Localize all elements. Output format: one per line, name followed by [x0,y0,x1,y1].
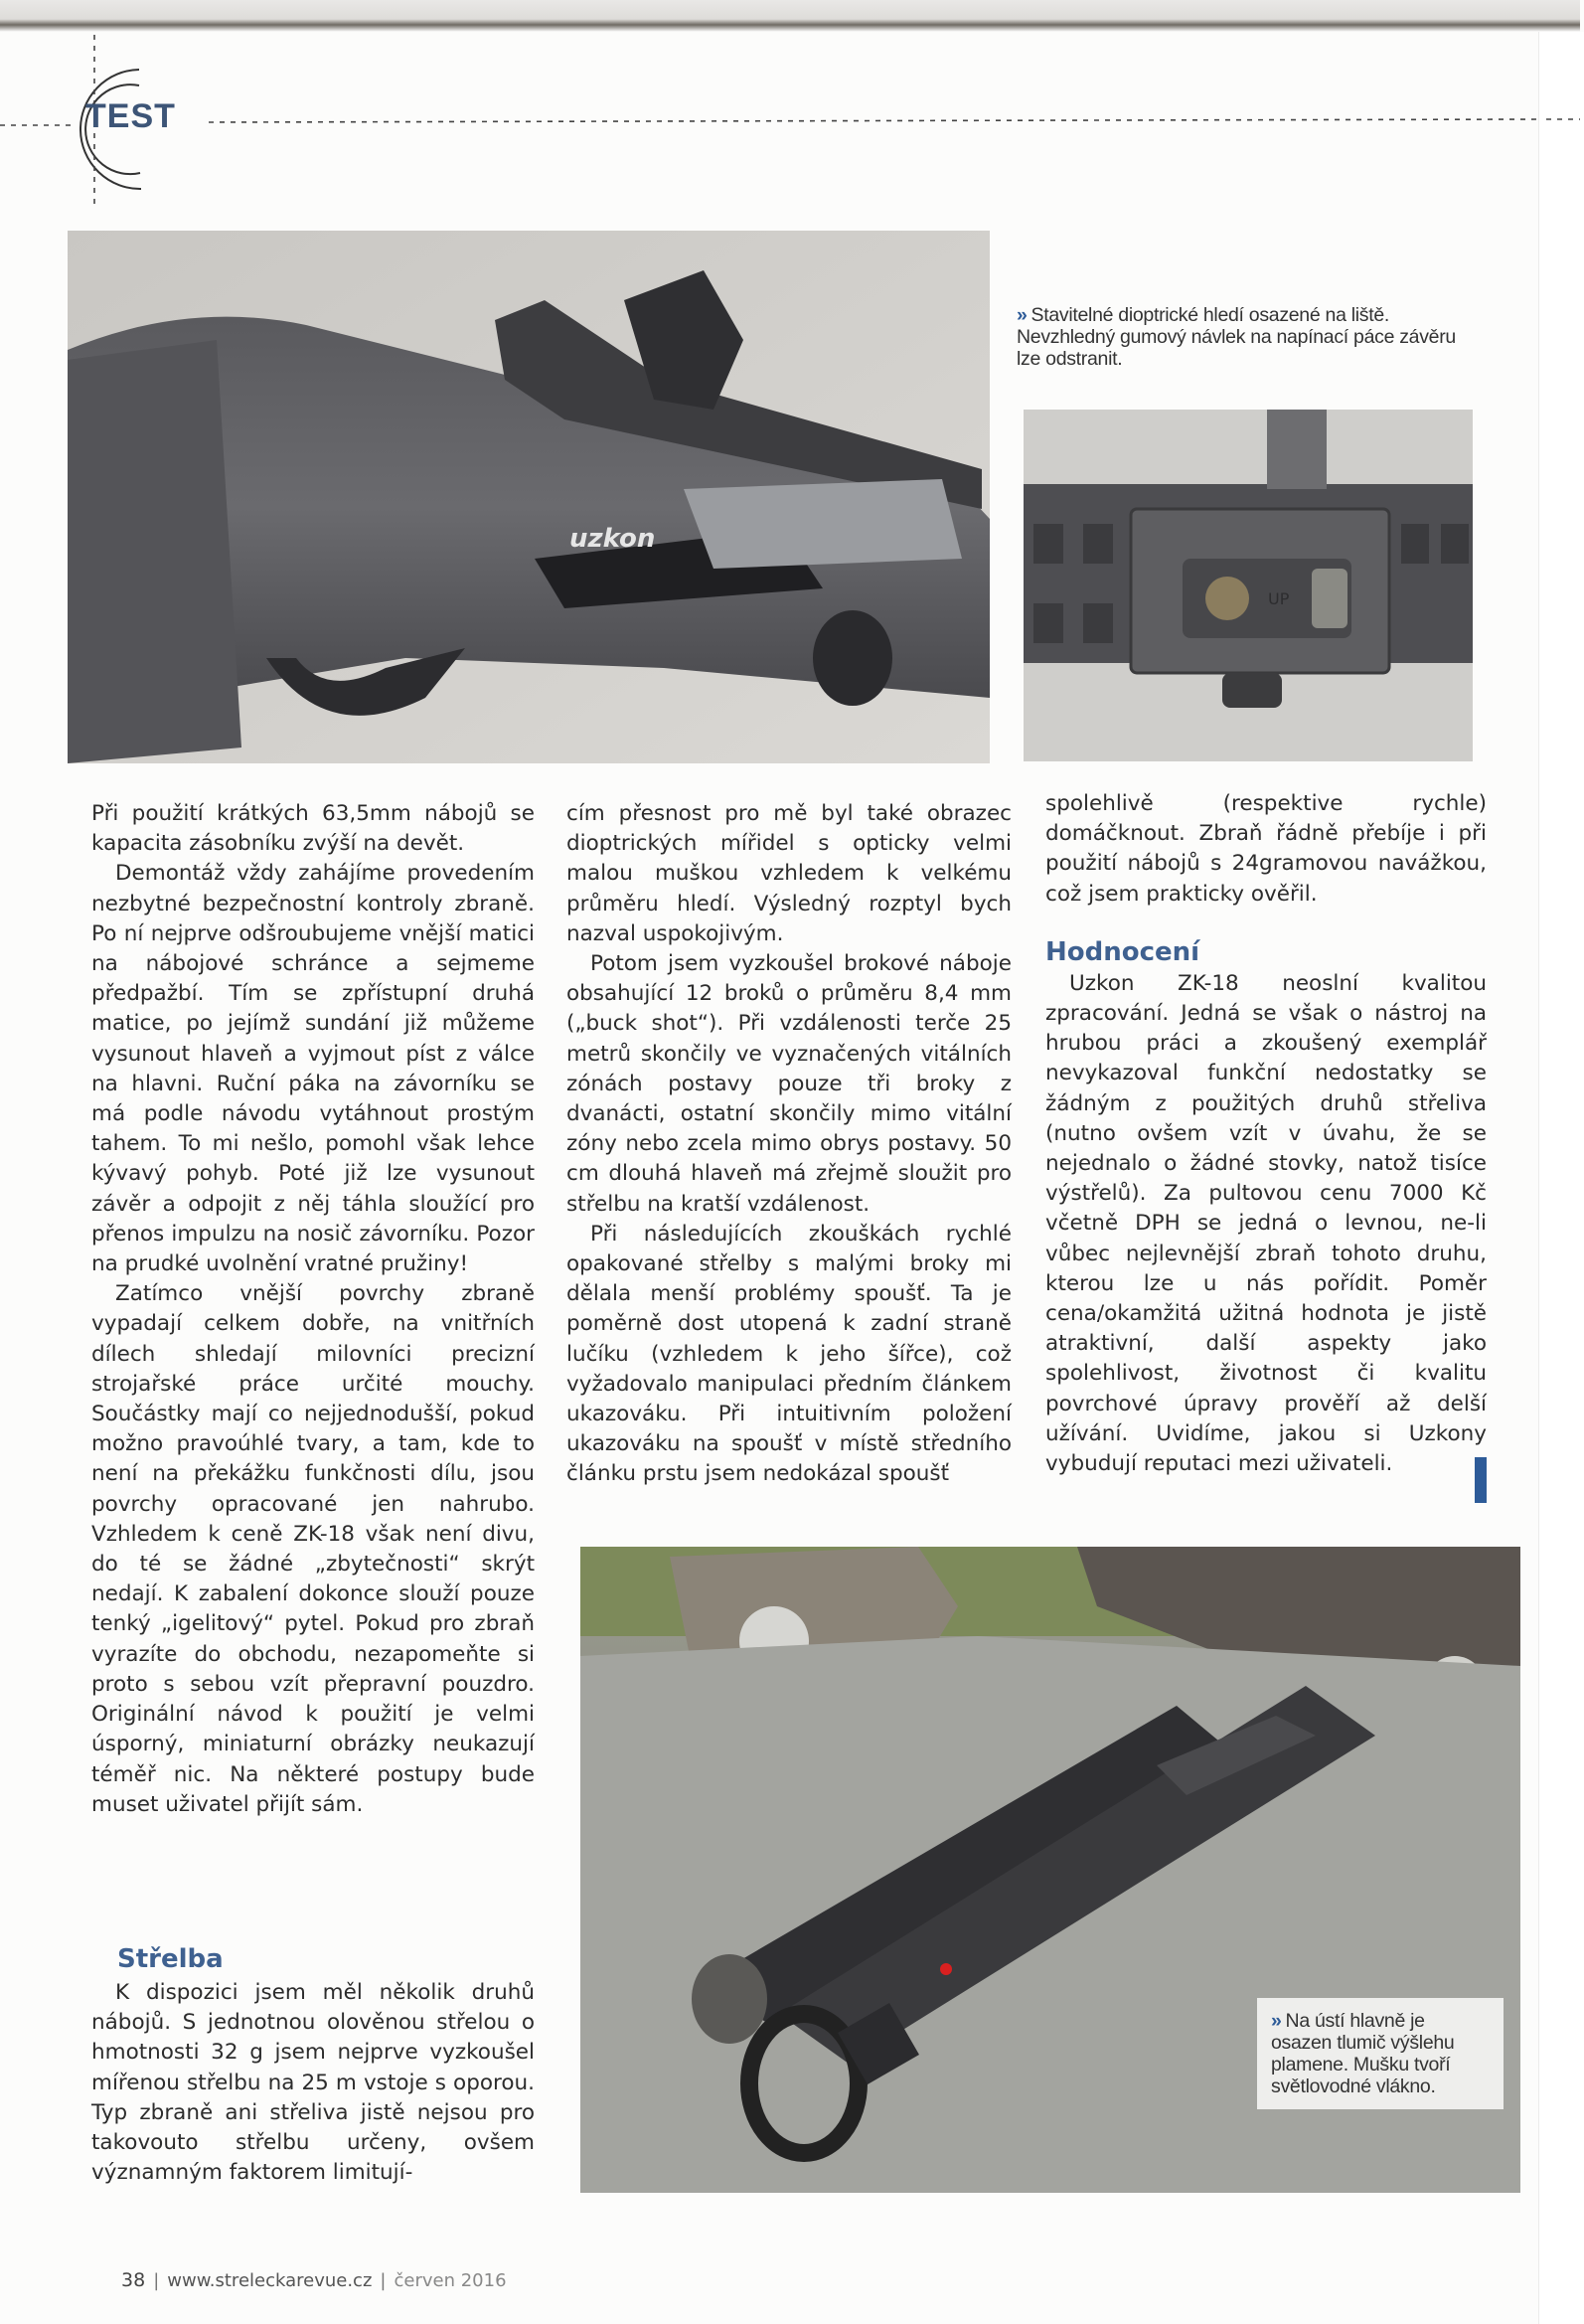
paragraph: Demontáž vždy zahájíme provedením nezbytné bezpečnostní kontroly zbraně. Po ní nejprve odšroubujeme vnější matici na nábojové schránce a sejmeme předpažbí. Tím se zpřístupní druhá matice, po jejímž sundání již můžeme vysunout hlaveň a vyjmout píst z válce na hlavni. Ruční páka na závorníku se má podle návodu vytáhnout prostým tahem. To mi nešlo, pomohl však lehce kývavý pohyb. Poté již lze vysunout závěr a odpojit z něj táhla sloužící pro přenos impulzu na nosič závorníku. Pozor na prudké uvolnění vratné pružiny! [91,861,535,1277]
paragraph: Zatímco vnější povrchy zbraně vypadají celkem dobře, na vnitřních dílech shledají milovníci precizní strojařské práce určité mouchy. Součástky mají co nejjednodušší, pokud možno pravoúhlé tvary, a tam, kde to není na překážku funkčnosti dílu, jsou povrchy opracované jen nahrubo. Vzhledem k ceně ZK-18 však není divu, do té se žádné „zbytečnosti“ skrýt nedají. K zabalení dokonce slouží pouze tenký „igelitový“ pytel. Pokud pro zbraň vyrazíte do obchodu, nezapomeňte si proto s sebou vzít přepravní pouzdro. Originální návod k použití je velmi úsporný, miniaturní obrázky neukazují téměř nic. Na některé postupy bude muset uživatel přijít sám. [91,1281,535,1817]
page-number: 38 [121,2269,146,2291]
paragraph: cím přesnost pro mě byl také obrazec dioptrických mířidel s opticky velmi malou muškou vzhledem k velkému průměru hledí. Výsledný rozptyl bych nazval uspokojivým. [566,801,1012,946]
caption-text: Na ústí hlavně je osazen tlumič výšlehu plamene. Mušku tvoří světlovodné vlákno. [1271,2010,1455,2097]
website-link[interactable]: www.streleckarevue.cz [167,2270,373,2291]
section-heading-strelba: Střelba [117,1944,224,1974]
article-end-mark [1475,1457,1487,1503]
scan-top-edge [0,0,1580,32]
sight-up-mark: UP [1268,589,1290,608]
caption-marker-icon: » [1271,2010,1282,2032]
article-column-1-strelba [91,1978,535,2188]
page-footer [121,2269,507,2291]
scan-right-margin [1538,32,1584,2324]
paragraph: K dispozici jsem měl několik druhů nábojů. S jednotnou olověnou střelou o hmotnosti 32 g jsem nejprve vyzkoušel mířenou střelbu na 25 m vstoje s oporou. Typ zbraně ani střeliva jistě nejsou pro takovouto střelbu určeny, ovšem významným faktorem limitují- [91,1980,535,2186]
section-heading-hodnoceni: Hodnocení [1045,936,1200,967]
footer-separator: | [153,2270,160,2291]
issue-date: červen 2016 [394,2270,507,2291]
brand-logo: uzkon [569,524,656,554]
crosshair-logo-icon [0,30,1584,209]
article-column-3 [1045,789,1487,1479]
paragraph: Potom jsem vyzkoušel brokové náboje obsahující 12 broků o průměru 8,4 mm („buck shot“). Při vzdálenosti terče 25 metrů skončily ve vyznačených vitálních zónách postavy pouze tři broky z dvanácti, ostatní skončily mimo vitální zóny nebo zcela mimo obrys postavy. 50 cm dlouhá hlaveň má zřejmě sloužit pro střelbu na kratší vzdálenost. [566,951,1012,1217]
article-column-1 [91,799,535,1820]
article-column-2 [566,799,1012,1490]
caption-text: Stavitelné dioptrické hledí osazené na liště. Nevzhledný gumový návlek na napínací páce závěru lze odstranit. [1017,304,1456,370]
paragraph: Při použití krátkých 63,5mm nábojů se kapacita zásobníku zvýší na devět. [91,801,535,857]
rear-sight-photo [1024,410,1473,761]
photo-caption-top [1017,304,1484,370]
photo-caption-bottom [1257,1998,1504,2109]
paragraph: Uzkon ZK-18 neoslní kvalitou zpracování. Jedná se však o nástroj na hrubou práci a zkoušený exemplář nevykazoval funkční nedostatky se žádným z použitých druhů střeliva (nutno ovšem vzít v úvahu, že se nejednalo o žádné stovky, natož tisíce výstřelů). Za pultovou cenu 7000 Kč včetně DPH se jedná o levnou, ne-li vůbec nejlevnější zbraň tohoto druhu, kterou lze u nás pořídit. Poměr cena/okamžitá užitná hodnota je jistě atraktivní, další aspekty jako spolehlivost, životnost či kvalitu povrchové úpravy prověří až delší užívání. Uvidíme, jakou si Uzkony vybudují reputaci mezi uživateli. [1045,970,1487,1477]
paragraph: spolehlivě (respektive rychle) domáčknout. Zbraň řádně přebíje i při použití nábojů s 24gramovou navážkou, což jsem prakticky ověřil. [1045,791,1487,907]
shotgun-receiver-photo [68,231,990,763]
paragraph: Při následujících zkouškách rychlé opakované střelby s malými broky mi dělala menší problémy spoušť. Ta je poměrně dost utopená k zadní straně lučíku (vzhledem k jeho šířce), což vyžadovalo manipulaci předním článkem ukazováku. Při intuitivním položení ukazováku na spoušť v místě středního článku prstu jsem nedokázal spoušť [566,1221,1012,1487]
section-label: TEST [85,97,176,135]
caption-marker-icon: » [1017,304,1028,326]
footer-separator: | [380,2270,387,2291]
